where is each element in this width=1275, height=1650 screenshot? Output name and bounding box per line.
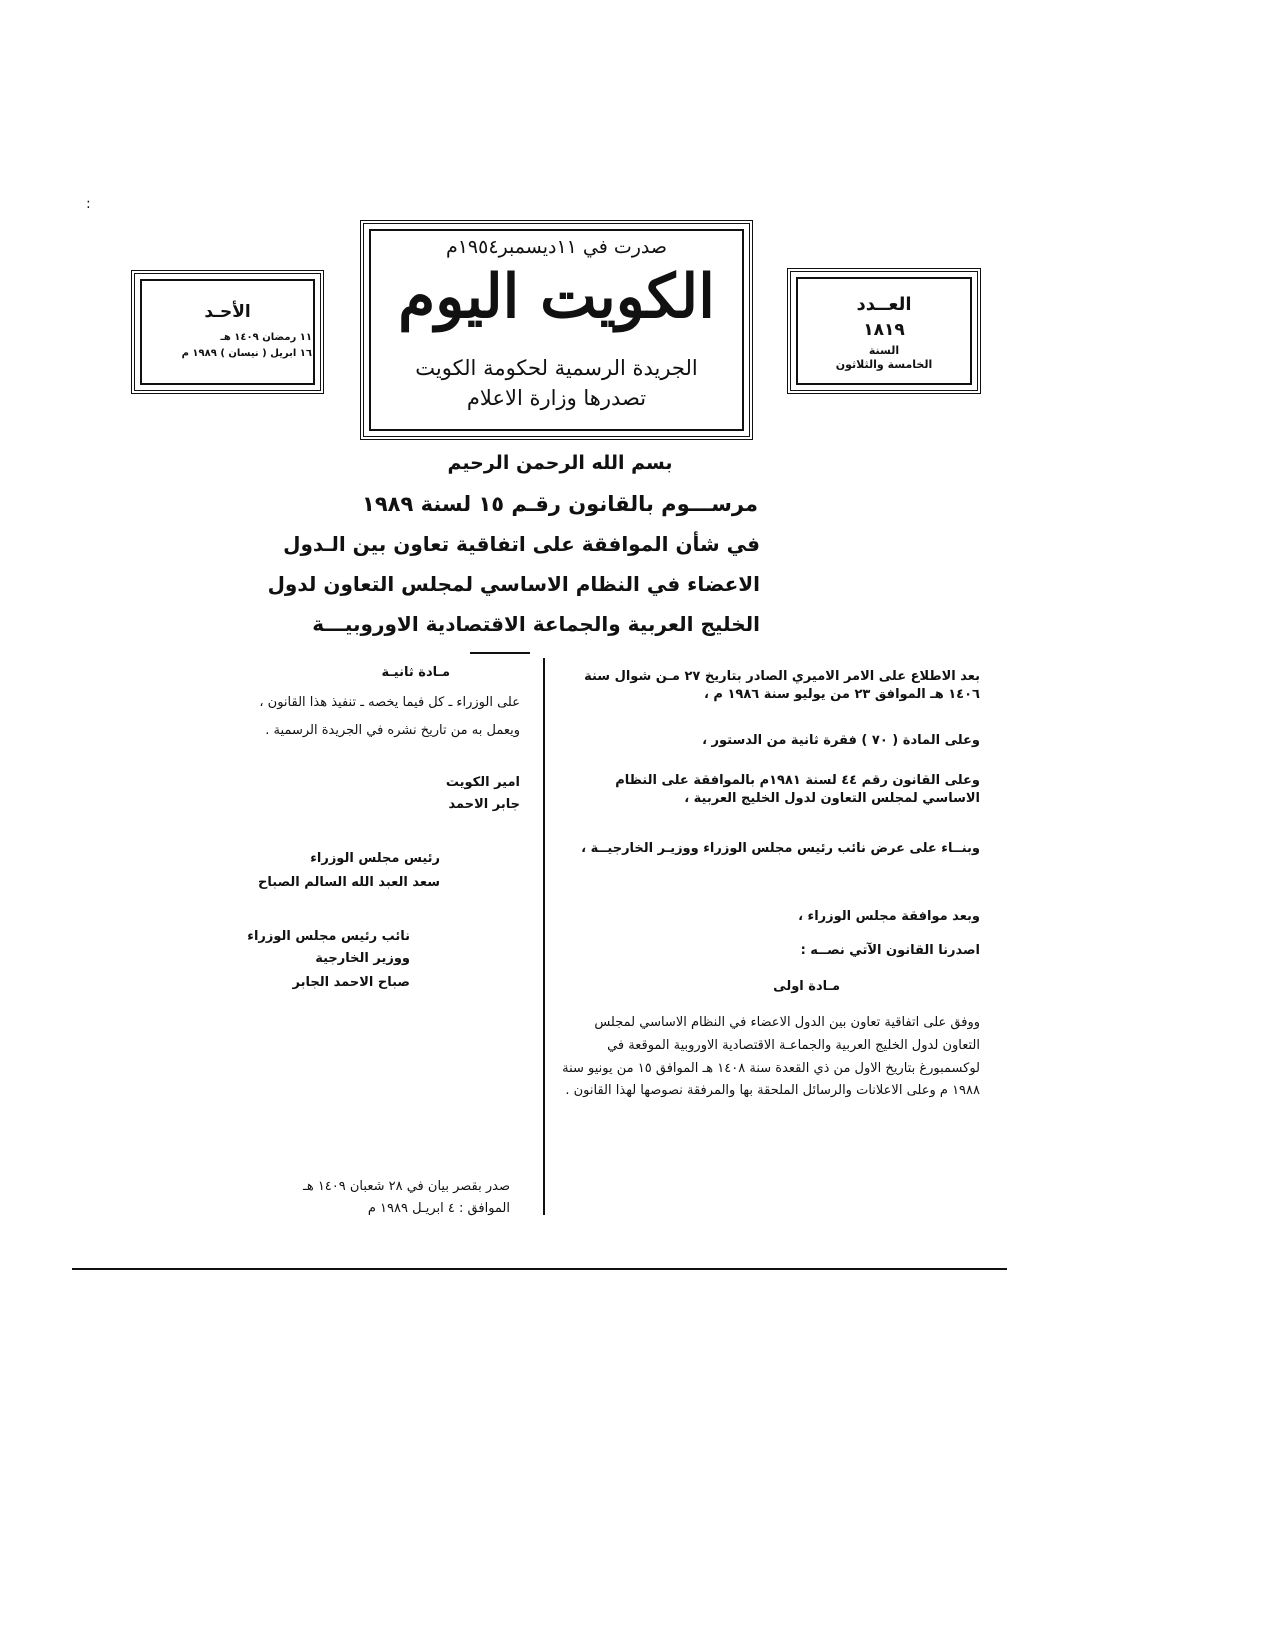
date-box xyxy=(131,270,324,394)
established-line: صدرت في ١١ديسمبر١٩٥٤م xyxy=(445,236,668,258)
decree-title: مرســـوم بالقانون رقـم ١٥ لسنة ١٩٨٩ xyxy=(362,492,758,516)
article-two-line: على الوزراء ـ كل فيما يخصه ـ تنفيذ هذا القانون ، xyxy=(259,695,520,710)
preamble-paragraph: وبعد موافقة مجلس الوزراء ، xyxy=(798,909,980,924)
issue-number: ١٨١٩ xyxy=(863,320,905,340)
preamble-paragraph: وعلى القانون رقم ٤٤ لسنة ١٩٨١م بالموافقة على النظام الاساسي لمجلس التعاون لدول الخليج العربية ، xyxy=(615,773,980,806)
article-one-text: ووفق على اتفاقية تعاون بين الدول الاعضاء في النظام الاساسي لمجلس التعاون لدول الخليج العربية والجماعـة الاقتصادية الاوروبية الموقعة في لوكسمبورغ بتاريخ الاول من ذي القعدة سنة ١٤٠٨ هـ الموافق ١٥ من يونيو سنة ١٩٨٨ م وعلى الاعلانات والرسائل الملحقة بها والمرفقة نصوصها لهذا القانون . xyxy=(562,1015,980,1099)
decree-subject-line: في شأن الموافقة على اتفاقية تعاون بين الـدول xyxy=(283,532,760,556)
issue-box xyxy=(787,268,981,394)
issue-year: الخامسة والثلاثون xyxy=(835,358,933,371)
page-bottom-rule xyxy=(72,1268,1007,1270)
preamble-paragraph: اصدرنا القانون الآتي نصــه : xyxy=(800,943,980,958)
day-name: الأحـد xyxy=(204,302,251,322)
issued-gregorian-date: الموافق : ٤ ابريـل ١٩٨٩ م xyxy=(367,1201,510,1216)
amir-title: امير الكويت xyxy=(445,775,520,790)
masthead-title-box xyxy=(360,220,753,440)
pm-name: سعد العبد الله السالم الصباح xyxy=(258,875,440,890)
decree-subject-line: الاعضاء في النظام الاساسي لمجلس التعاون لدول xyxy=(267,572,760,596)
issue-label: العــدد xyxy=(856,294,912,315)
preamble-paragraph: وعلى المادة ( ٧٠ ) فقرة ثانية من الدستور ، xyxy=(702,733,980,748)
article-two-title: مـادة ثانيـة xyxy=(381,665,450,680)
issue-year-label: السنة xyxy=(868,344,900,357)
article-two-line: ويعمل به من تاريخ نشره في الجريدة الرسمية . xyxy=(265,723,520,738)
issued-place-date: صدر بقصر بيان في ٢٨ شعبان ١٤٠٩ هـ xyxy=(303,1179,510,1194)
newspaper-publisher: تصدرها وزارة الاعلام xyxy=(466,386,647,410)
preamble-paragraph: وبنــاء على عرض نائب رئيس مجلس الوزراء ووزيـر الخارجيــة ، xyxy=(581,841,980,856)
decree-subject-line: الخليج العربية والجماعة الاقتصادية الاوروبيـــة xyxy=(312,612,760,636)
heading-underline xyxy=(470,652,530,654)
gregorian-date: ١٦ ابريل ( نيسان ) ١٩٨٩ م xyxy=(181,348,312,359)
basmala: بسم الله الرحمن الرحيم xyxy=(447,452,673,474)
dpm-title: نائب رئيس مجلس الوزراء xyxy=(247,929,410,944)
article-one-title: مـادة اولى xyxy=(773,979,840,994)
newspaper-name: الكويت اليوم xyxy=(398,262,715,332)
dpm-name: صباح الاحمد الجابر xyxy=(292,975,410,990)
preamble-paragraph: بعد الاطلاع على الامر الاميري الصادر بتاريخ ٢٧ مـن شوال سنة ١٤٠٦ هـ الموافق ٢٣ من يوليو سنة ١٩٨٦ م ، xyxy=(584,669,980,702)
pm-title: رئيس مجلس الوزراء xyxy=(310,851,440,866)
dpm-title-2: ووزير الخارجية xyxy=(315,951,410,966)
hijri-date: ١١ رمضان ١٤٠٩ هـ xyxy=(220,332,312,343)
amir-name: جابر الاحمد xyxy=(448,797,520,812)
stray-mark: : xyxy=(86,196,91,212)
newspaper-subtitle: الجريدة الرسمية لحكومة الكويت xyxy=(415,356,698,380)
column-divider xyxy=(543,658,545,1215)
